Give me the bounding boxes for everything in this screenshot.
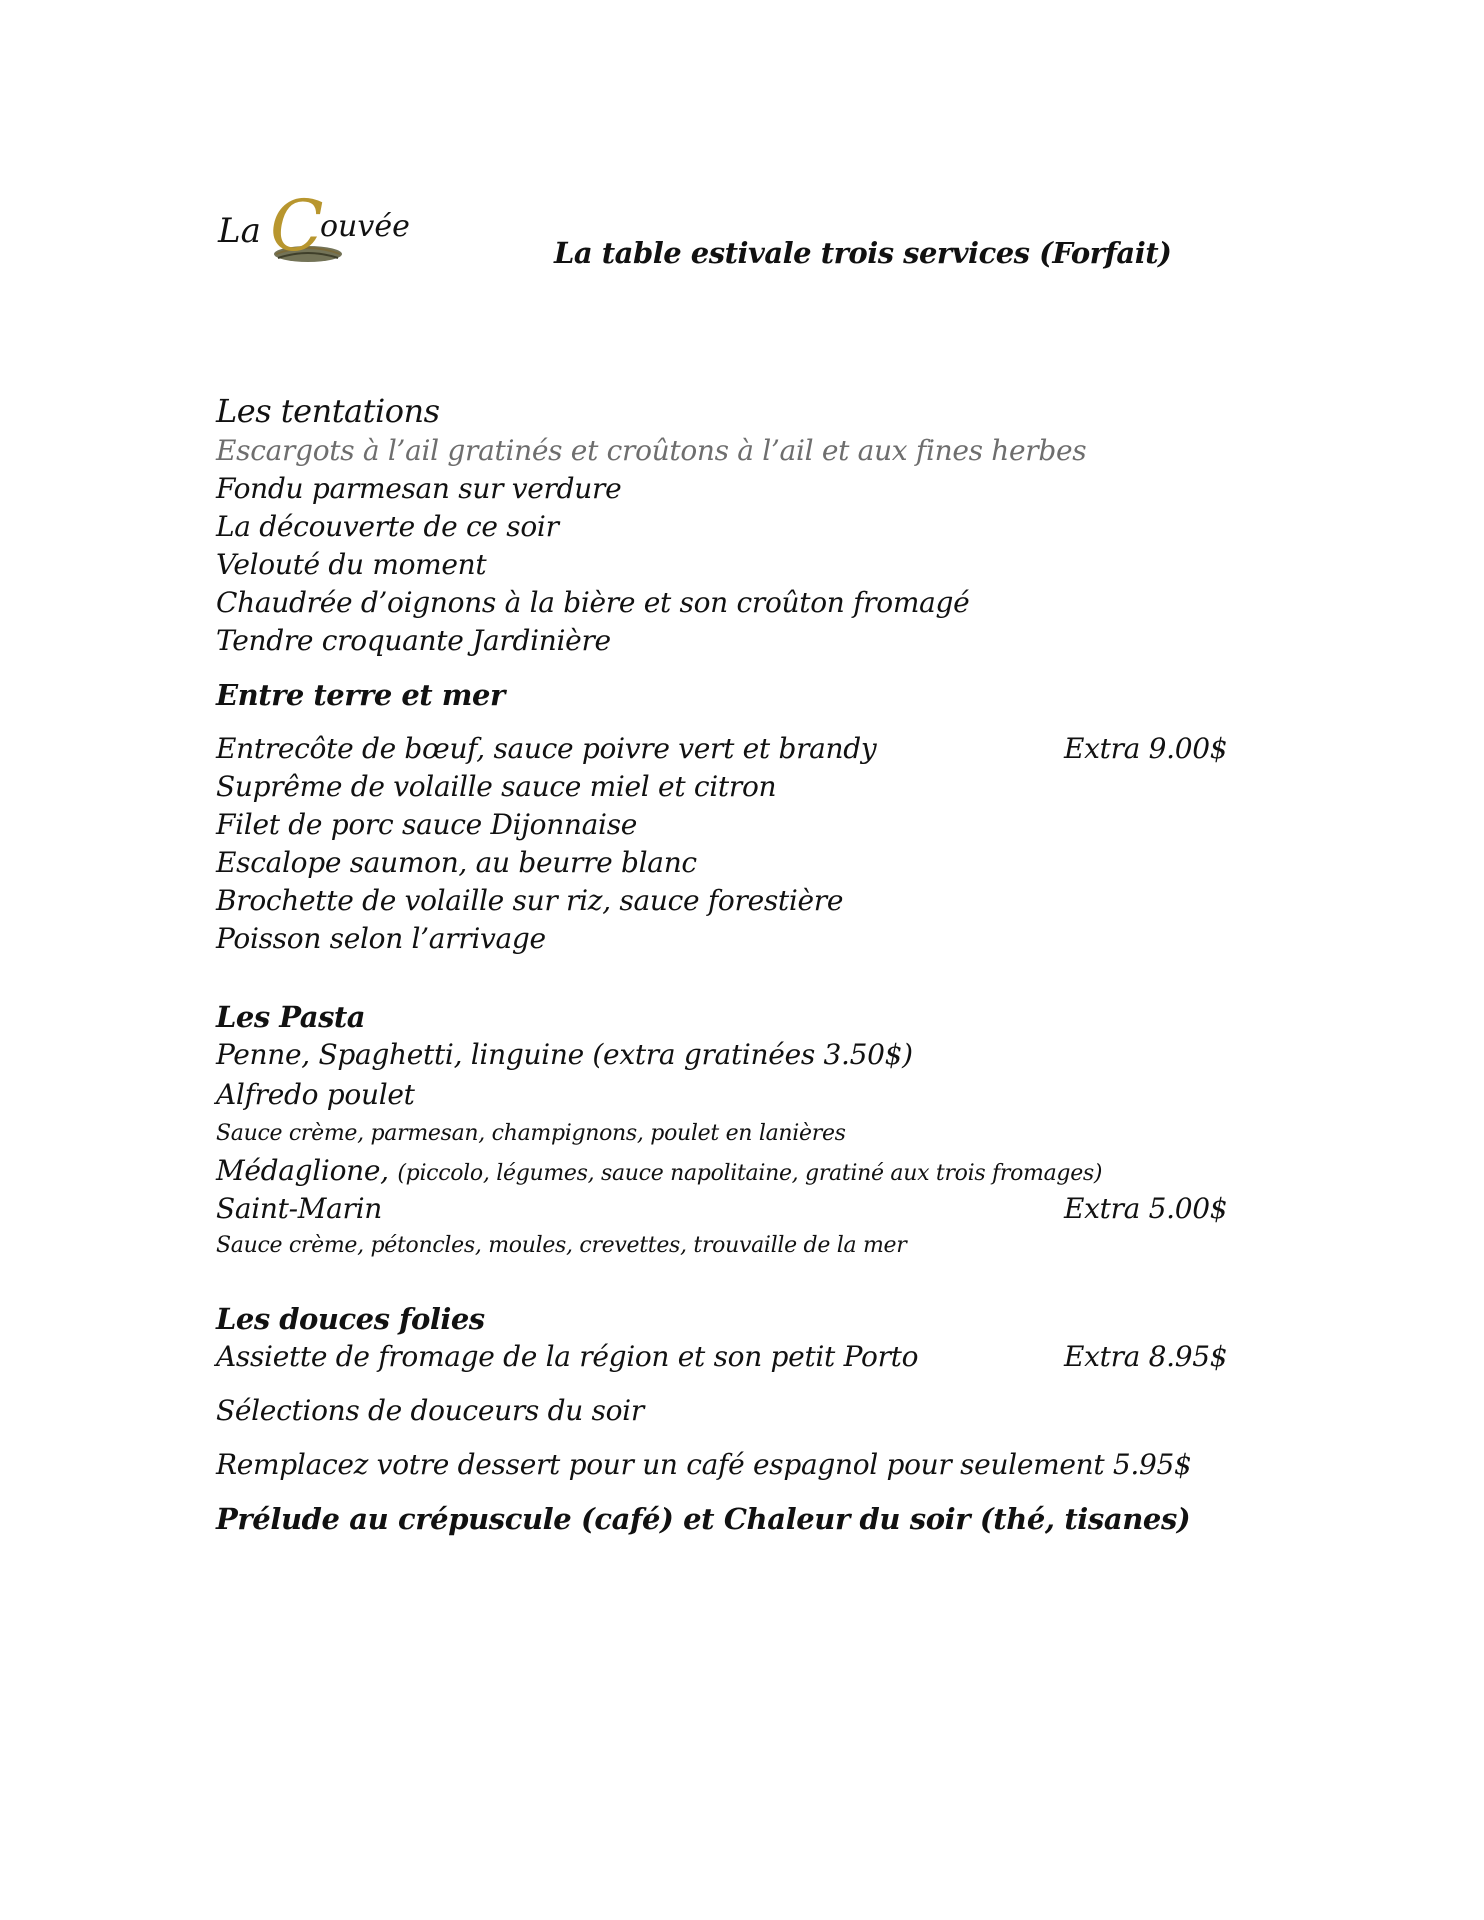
menu-item-label: Saint-Marin [216, 1192, 383, 1225]
menu-item: Remplacez votre dessert pour un café espagnol pour seulement 5.95$ [216, 1448, 1192, 1481]
menu-item: Penne, Spaghetti, linguine (extra gratinées 3.50$) [216, 1038, 913, 1071]
menu-content [216, 390, 1256, 1538]
menu-item: Filet de porc sauce Dijonnaise [216, 808, 638, 841]
section-title-douces: Les douces folies [216, 1302, 485, 1336]
menu-item: Tendre croquante Jardinière [216, 624, 611, 657]
restaurant-logo [216, 172, 416, 272]
menu-item: Chaudrée d’oignons à la bière et son croûton fromagé [216, 586, 970, 619]
menu-item-description: (piccolo, légumes, sauce napolitaine, gratiné aux trois fromages) [397, 1161, 1103, 1186]
menu-item-price: Extra 5.00$ [1064, 1192, 1228, 1225]
menu-item-label: Médaglione, [216, 1154, 389, 1187]
menu-item: Fondu parmesan sur verdure [216, 472, 622, 505]
logo-letter: C [270, 185, 324, 267]
menu-item: Brochette de volaille sur riz, sauce forestière [216, 884, 844, 917]
menu-item: Sélections de douceurs du soir [216, 1394, 644, 1427]
menu-item-saint-marin [216, 1190, 1256, 1228]
menu-item: Poisson selon l’arrivage [216, 922, 546, 955]
section-title-tentations: Les tentations [216, 392, 440, 430]
menu-item-alfredo: Alfredo poulet [216, 1078, 415, 1111]
menu-item-description: Sauce crème, pétoncles, moules, crevettes, trouvaille de la mer [216, 1233, 907, 1258]
page-title: La table estivale trois services (Forfait) [554, 236, 1172, 270]
section-title-terre-mer: Entre terre et mer [216, 678, 505, 712]
menu-item-label: Assiette de fromage de la région et son petit Porto [216, 1340, 919, 1373]
menu-item: Velouté du moment [216, 548, 487, 581]
menu-item-price: Extra 8.95$ [1064, 1340, 1228, 1373]
menu-item-label: Entrecôte de bœuf, sauce poivre vert et brandy [216, 732, 877, 765]
menu-item: Escalope saumon, au beurre blanc [216, 846, 697, 879]
logo-text-left: La [218, 211, 261, 251]
menu-item: Suprême de volaille sauce miel et citron [216, 770, 777, 803]
menu-item-description: Sauce crème, parmesan, champignons, poulet en lanières [216, 1121, 846, 1146]
closing-line: Prélude au crépuscule (café) et Chaleur du soir (thé, tisanes) [216, 1502, 1191, 1536]
logo-text-right: ouvée [320, 209, 410, 244]
menu-item-fromage [216, 1338, 1256, 1376]
menu-item-price: Extra 9.00$ [1064, 732, 1228, 765]
menu-item: Escargots à l’ail gratinés et croûtons à l’ail et aux fines herbes [216, 434, 1087, 467]
menu-item-entrecote [216, 730, 1256, 768]
section-title-pasta: Les Pasta [216, 1000, 366, 1034]
menu-item-medaglione [216, 1152, 1256, 1190]
logo-graphic [216, 172, 416, 272]
menu-item: La découverte de ce soir [216, 510, 559, 543]
